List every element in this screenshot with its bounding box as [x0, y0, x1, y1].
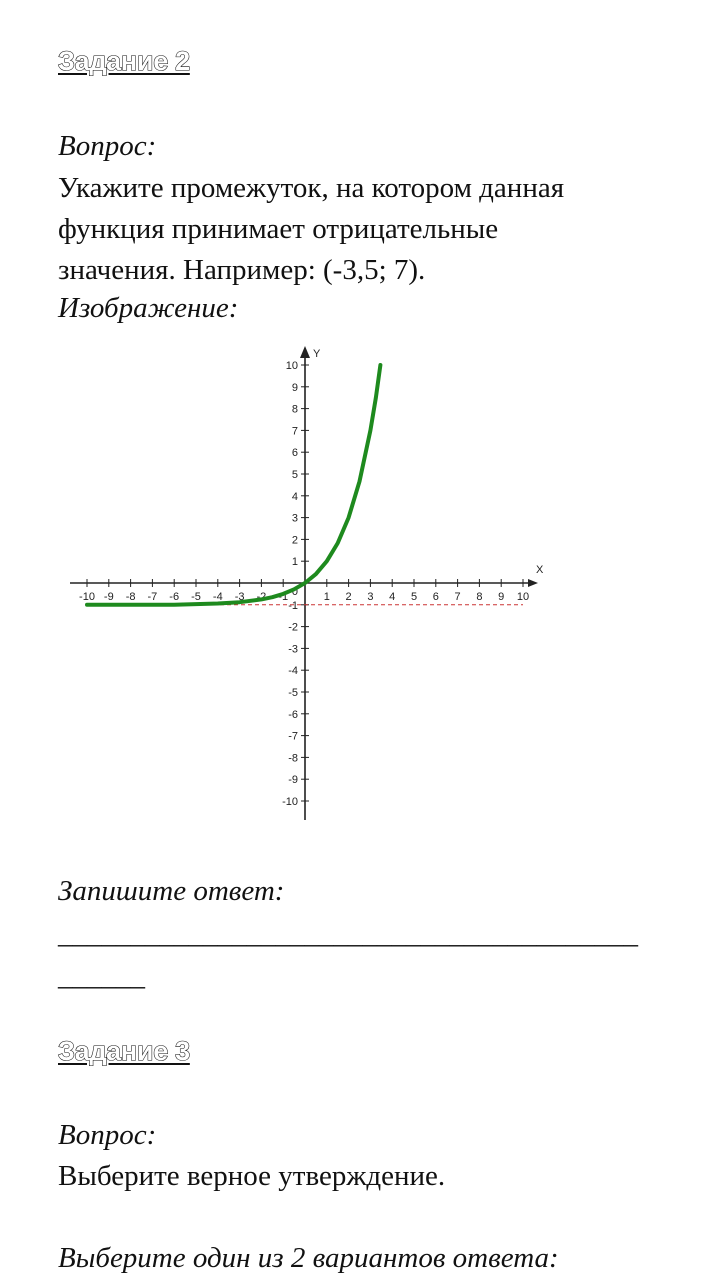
task2-question-line-3: значения. Например: (-3,5; 7). [58, 254, 426, 286]
y-tick-label: 3 [291, 512, 298, 525]
x-tick-label: -2 [256, 591, 267, 603]
x-tick-label: 2 [345, 591, 352, 603]
task3-options-label: Выберите один из 2 вариантов ответа: [58, 1242, 559, 1274]
task3-question-label: Вопрос: [58, 1119, 157, 1151]
answer-label: Запишите ответ: [58, 875, 285, 907]
answer-blank-line-continued: ______ [58, 960, 145, 992]
y-tick-label: 7 [291, 425, 298, 438]
x-tick-label: 10 [516, 591, 530, 603]
x-tick-label: -8 [125, 591, 136, 603]
y-tick-label: 8 [291, 403, 298, 416]
x-tick-label: -1 [278, 591, 289, 603]
x-tick-label: -9 [103, 591, 114, 603]
y-tick-label: 2 [291, 534, 298, 547]
task3-question-text: Выберите верное утверждение. [58, 1160, 446, 1192]
task2-question-text [58, 168, 678, 291]
y-tick-label: -8 [288, 752, 298, 765]
x-tick-label: -7 [147, 591, 158, 603]
y-tick-label: -7 [288, 730, 298, 743]
x-axis-arrow [528, 579, 538, 587]
x-tick-label: -4 [212, 591, 223, 603]
y-tick-label: 1 [291, 556, 298, 569]
y-tick-label: 10 [285, 360, 298, 372]
task2-question-label: Вопрос: [58, 130, 157, 162]
y-tick-label: -5 [288, 687, 298, 699]
y-tick-label: -10 [282, 796, 298, 808]
x-axis-label: X [536, 564, 544, 576]
y-tick-label: -2 [288, 621, 298, 634]
y-tick-label: -4 [288, 665, 298, 678]
x-tick-label: 6 [432, 591, 439, 603]
y-tick-label: -1 [288, 599, 298, 612]
function-graph [62, 340, 562, 830]
x-tick-label: -10 [79, 591, 95, 603]
task3-heading: Задание 3 [58, 1036, 190, 1066]
x-tick-label: 7 [454, 591, 461, 603]
y-tick-label: -6 [288, 708, 298, 721]
y-tick-label: -3 [288, 643, 298, 656]
y-tick-label: 6 [291, 447, 298, 460]
x-tick-label: 5 [410, 591, 418, 603]
y-tick-label: -9 [288, 774, 298, 787]
y-tick-label: 5 [291, 469, 298, 481]
task2-image-label: Изображение: [58, 292, 239, 324]
y-axis-label: Y [313, 348, 321, 360]
x-tick-label: -5 [191, 591, 201, 603]
origin-label: 0 [291, 586, 298, 598]
x-tick-label: 9 [498, 591, 505, 603]
answer-blank-line: ________________________________________ [58, 918, 638, 950]
x-tick-label: -3 [234, 591, 245, 603]
x-tick-label: -6 [169, 591, 180, 603]
y-tick-label: 4 [291, 490, 298, 503]
function-line [87, 365, 380, 605]
x-tick-label: 8 [476, 591, 483, 603]
y-tick-label: 9 [291, 381, 298, 394]
y-axis-arrow [300, 346, 310, 358]
task2-question-line-2: функция принимает отрицательные [58, 213, 499, 245]
task2-question-line-1: Укажите промежуток, на котором данная [58, 172, 565, 204]
task2-heading: Задание 2 [58, 46, 190, 76]
x-tick-label: 1 [323, 591, 330, 603]
x-tick-label: 3 [367, 591, 374, 603]
x-tick-label: 4 [389, 591, 396, 603]
